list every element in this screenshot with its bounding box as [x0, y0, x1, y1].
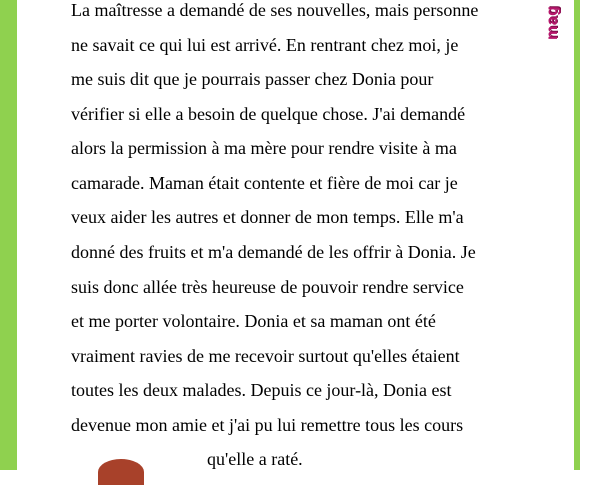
story-line: devenue mon amie et j'ai pu lui remettre tous les cours	[71, 415, 464, 435]
story-line: La maîtresse a demandé de ses nouvelles, mais personne	[71, 0, 479, 20]
story-line: donné des fruits et m'a demandé de les offrir à Donia. Je	[71, 242, 476, 262]
side-tab-label: mag	[544, 5, 561, 40]
right-green-border	[574, 0, 580, 470]
story-line: toutes les deux malades. Depuis ce jour-là, Donia est	[71, 380, 452, 400]
story-line-last: qu'elle a raté.	[207, 449, 303, 469]
story-line: et me porter volontaire. Donia et sa maman ont été	[71, 311, 436, 331]
story-line: me suis dit que je pourrais passer chez Donia pour	[71, 69, 434, 89]
story-line: vraiment ravies de me recevoir surtout qu'elles étaient	[71, 346, 460, 366]
story-line: veux aider les autres et donner de mon temps. Elle m'a	[71, 207, 464, 227]
story-line: ne savait ce qui lui est arrivé. En rentrant chez moi, je	[71, 35, 459, 55]
story-line: camarade. Maman était contente et fière de moi car je	[71, 173, 458, 193]
side-magazine-tab	[544, 0, 562, 42]
left-green-border	[0, 0, 17, 470]
illustration-fragment	[98, 459, 144, 485]
story-line: suis donc allée très heureuse de pouvoir rendre service	[71, 277, 464, 297]
story-line: alors la permission à ma mère pour rendre visite à ma	[71, 138, 457, 158]
story-line: vérifier si elle a besoin de quelque chose. J'ai demandé	[71, 104, 466, 124]
